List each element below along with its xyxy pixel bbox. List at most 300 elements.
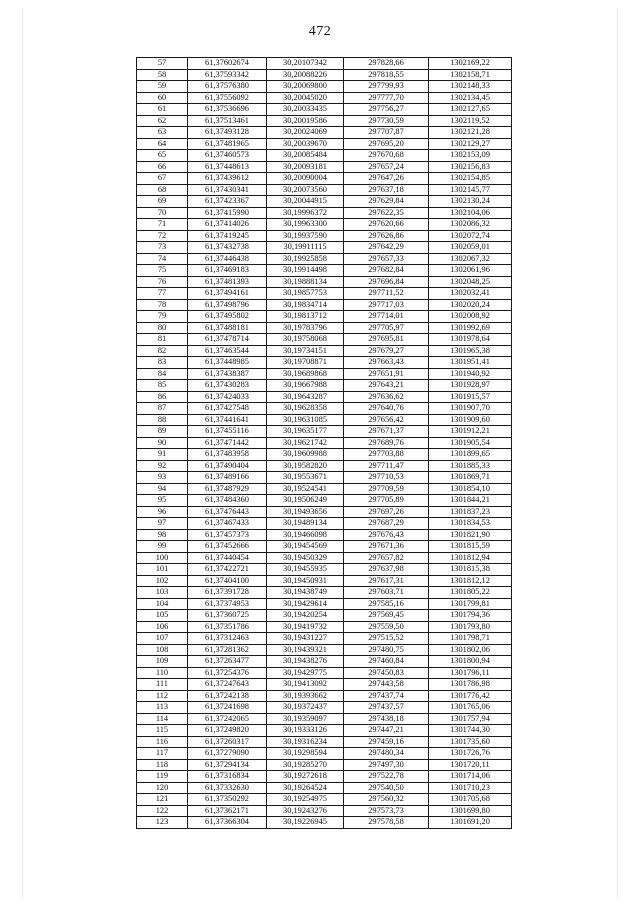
- latitude-cell: 61,37457373: [188, 529, 267, 541]
- latitude-cell: 61,37490404: [188, 460, 267, 472]
- coord-y-cell: 1301796,11: [429, 667, 512, 679]
- coord-x-cell: 297626,86: [344, 230, 429, 242]
- coord-y-cell: 1301837,23: [429, 506, 512, 518]
- longitude-cell: 30,19734151: [267, 345, 344, 357]
- coord-y-cell: 1301691,20: [429, 817, 512, 829]
- table-row: [137, 736, 512, 748]
- table-row: [137, 184, 512, 196]
- coord-y-cell: 1301735,60: [429, 736, 512, 748]
- latitude-cell: 61,37488181: [188, 322, 267, 334]
- coord-y-cell: 1301765,06: [429, 702, 512, 714]
- coord-y-cell: 1301869,71: [429, 472, 512, 484]
- point-number-cell: 88: [137, 414, 188, 426]
- coord-y-cell: 1301815,59: [429, 541, 512, 553]
- table-row: [137, 771, 512, 783]
- point-number-cell: 105: [137, 610, 188, 622]
- table-row: [137, 633, 512, 645]
- longitude-cell: 30,19420254: [267, 610, 344, 622]
- table-row: [137, 173, 512, 185]
- table-row: [137, 472, 512, 484]
- coord-y-cell: 1301899,65: [429, 449, 512, 461]
- longitude-cell: 30,19431227: [267, 633, 344, 645]
- coord-y-cell: 1301821,90: [429, 529, 512, 541]
- coord-x-cell: 297642,29: [344, 242, 429, 254]
- longitude-cell: 30,19506249: [267, 495, 344, 507]
- coord-x-cell: 297663,43: [344, 357, 429, 369]
- table-row: [137, 403, 512, 415]
- coord-y-cell: 1301714,06: [429, 771, 512, 783]
- table-row: [137, 564, 512, 576]
- coord-x-cell: 297438,18: [344, 713, 429, 725]
- longitude-cell: 30,20093181: [267, 161, 344, 173]
- coord-y-cell: 1301812,12: [429, 575, 512, 587]
- longitude-cell: 30,19963300: [267, 219, 344, 231]
- coord-y-cell: 1301798,71: [429, 633, 512, 645]
- latitude-cell: 61,37463544: [188, 345, 267, 357]
- longitude-cell: 30,19438749: [267, 587, 344, 599]
- table-row: [137, 426, 512, 438]
- table-row: [137, 552, 512, 564]
- longitude-cell: 30,19466098: [267, 529, 344, 541]
- coord-y-cell: 1302086,32: [429, 219, 512, 231]
- latitude-cell: 61,37455116: [188, 426, 267, 438]
- coord-x-cell: 297656,42: [344, 414, 429, 426]
- point-number-cell: 89: [137, 426, 188, 438]
- table-row: [137, 449, 512, 461]
- longitude-cell: 30,19450931: [267, 575, 344, 587]
- point-number-cell: 91: [137, 449, 188, 461]
- coord-y-cell: 1301978,64: [429, 334, 512, 346]
- latitude-cell: 61,37260317: [188, 736, 267, 748]
- coord-x-cell: 297818,55: [344, 69, 429, 81]
- table-row: [137, 161, 512, 173]
- longitude-cell: 30,19316234: [267, 736, 344, 748]
- coord-x-cell: 297730,59: [344, 115, 429, 127]
- point-number-cell: 74: [137, 253, 188, 265]
- point-number-cell: 103: [137, 587, 188, 599]
- point-number-cell: 109: [137, 656, 188, 668]
- coord-x-cell: 297717,03: [344, 299, 429, 311]
- coord-x-cell: 297670,68: [344, 150, 429, 162]
- point-number-cell: 93: [137, 472, 188, 484]
- coord-x-cell: 297676,43: [344, 529, 429, 541]
- point-number-cell: 118: [137, 759, 188, 771]
- latitude-cell: 61,37476443: [188, 506, 267, 518]
- table-row: [137, 667, 512, 679]
- coord-x-cell: 297671,37: [344, 426, 429, 438]
- table-row: [137, 483, 512, 495]
- coord-x-cell: 297647,26: [344, 173, 429, 185]
- point-number-cell: 98: [137, 529, 188, 541]
- latitude-cell: 61,37460573: [188, 150, 267, 162]
- point-number-cell: 96: [137, 506, 188, 518]
- table-row: [137, 380, 512, 392]
- table-row: [137, 138, 512, 150]
- coord-x-cell: 297447,21: [344, 725, 429, 737]
- table-row: [137, 587, 512, 599]
- table-row: [137, 598, 512, 610]
- coordinates-table: [136, 57, 512, 829]
- longitude-cell: 30,19708871: [267, 357, 344, 369]
- latitude-cell: 61,37279090: [188, 748, 267, 760]
- table-row: [137, 150, 512, 162]
- longitude-cell: 30,20073560: [267, 184, 344, 196]
- longitude-cell: 30,19834714: [267, 299, 344, 311]
- latitude-cell: 61,37362171: [188, 805, 267, 817]
- coord-x-cell: 297629,84: [344, 196, 429, 208]
- point-number-cell: 72: [137, 230, 188, 242]
- coord-y-cell: 1302148,33: [429, 81, 512, 93]
- latitude-cell: 61,37536696: [188, 104, 267, 116]
- table-row: [137, 460, 512, 472]
- longitude-cell: 30,20033435: [267, 104, 344, 116]
- latitude-cell: 61,37242138: [188, 690, 267, 702]
- latitude-cell: 61,37350292: [188, 794, 267, 806]
- latitude-cell: 61,37483958: [188, 449, 267, 461]
- point-number-cell: 70: [137, 207, 188, 219]
- longitude-cell: 30,19333126: [267, 725, 344, 737]
- coord-x-cell: 297578,58: [344, 817, 429, 829]
- latitude-cell: 61,37495802: [188, 311, 267, 323]
- longitude-cell: 30,19393662: [267, 690, 344, 702]
- table-row: [137, 207, 512, 219]
- latitude-cell: 61,37602674: [188, 58, 267, 70]
- latitude-cell: 61,37481393: [188, 276, 267, 288]
- coord-x-cell: 297522,78: [344, 771, 429, 783]
- coord-x-cell: 297777,70: [344, 92, 429, 104]
- coord-y-cell: 1302072,74: [429, 230, 512, 242]
- coord-y-cell: 1301812,94: [429, 552, 512, 564]
- longitude-cell: 30,19429775: [267, 667, 344, 679]
- coord-y-cell: 1302129,27: [429, 138, 512, 150]
- table-row: [137, 357, 512, 369]
- coord-y-cell: 1302154,85: [429, 173, 512, 185]
- point-number-cell: 107: [137, 633, 188, 645]
- coord-y-cell: 1301786,98: [429, 679, 512, 691]
- coord-x-cell: 297573,73: [344, 805, 429, 817]
- latitude-cell: 61,37446438: [188, 253, 267, 265]
- latitude-cell: 61,37419245: [188, 230, 267, 242]
- latitude-cell: 61,37489166: [188, 472, 267, 484]
- point-number-cell: 79: [137, 311, 188, 323]
- table-row: [137, 334, 512, 346]
- coord-y-cell: 1302008,92: [429, 311, 512, 323]
- coord-y-cell: 1301928,97: [429, 380, 512, 392]
- longitude-cell: 30,19439321: [267, 644, 344, 656]
- latitude-cell: 61,37366304: [188, 817, 267, 829]
- point-number-cell: 77: [137, 288, 188, 300]
- table-row: [137, 725, 512, 737]
- coord-x-cell: 297705,89: [344, 495, 429, 507]
- latitude-cell: 61,37242065: [188, 713, 267, 725]
- coord-y-cell: 1301915,57: [429, 391, 512, 403]
- longitude-cell: 30,19489134: [267, 518, 344, 530]
- coord-x-cell: 297695,20: [344, 138, 429, 150]
- table-row: [137, 794, 512, 806]
- coord-x-cell: 297682,84: [344, 265, 429, 277]
- longitude-cell: 30,19925858: [267, 253, 344, 265]
- coord-x-cell: 297679,27: [344, 345, 429, 357]
- longitude-cell: 30,19298594: [267, 748, 344, 760]
- point-number-cell: 123: [137, 817, 188, 829]
- coord-x-cell: 297711,47: [344, 460, 429, 472]
- point-number-cell: 83: [137, 357, 188, 369]
- longitude-cell: 30,19888134: [267, 276, 344, 288]
- scan-edge-left: [22, 8, 23, 898]
- coord-y-cell: 1301794,36: [429, 610, 512, 622]
- longitude-cell: 30,19450329: [267, 552, 344, 564]
- coord-y-cell: 1301992,69: [429, 322, 512, 334]
- coord-x-cell: 297603,71: [344, 587, 429, 599]
- longitude-cell: 30,19524541: [267, 483, 344, 495]
- longitude-cell: 30,19413092: [267, 679, 344, 691]
- latitude-cell: 61,37254376: [188, 667, 267, 679]
- coord-y-cell: 1302130,24: [429, 196, 512, 208]
- longitude-cell: 30,19264524: [267, 782, 344, 794]
- latitude-cell: 61,37294134: [188, 759, 267, 771]
- table-row: [137, 58, 512, 70]
- longitude-cell: 30,19455935: [267, 564, 344, 576]
- point-number-cell: 121: [137, 794, 188, 806]
- table-row: [137, 230, 512, 242]
- table-row: [137, 322, 512, 334]
- coord-x-cell: 297585,16: [344, 598, 429, 610]
- table-row: [137, 391, 512, 403]
- table-row: [137, 656, 512, 668]
- table-row: [137, 713, 512, 725]
- table-row: [137, 437, 512, 449]
- longitude-cell: 30,19429614: [267, 598, 344, 610]
- point-number-cell: 71: [137, 219, 188, 231]
- point-number-cell: 113: [137, 702, 188, 714]
- point-number-cell: 115: [137, 725, 188, 737]
- page-number: 472: [308, 24, 332, 39]
- latitude-cell: 61,37593342: [188, 69, 267, 81]
- latitude-cell: 61,37422721: [188, 564, 267, 576]
- coord-y-cell: 1302145,77: [429, 184, 512, 196]
- table-row: [137, 679, 512, 691]
- latitude-cell: 61,37247643: [188, 679, 267, 691]
- coord-x-cell: 297636,62: [344, 391, 429, 403]
- point-number-cell: 97: [137, 518, 188, 530]
- table-row: [137, 817, 512, 829]
- point-number-cell: 75: [137, 265, 188, 277]
- coord-y-cell: 1302048,25: [429, 276, 512, 288]
- longitude-cell: 30,20090004: [267, 173, 344, 185]
- table-row: [137, 529, 512, 541]
- longitude-cell: 30,19667988: [267, 380, 344, 392]
- coord-x-cell: 297705,97: [344, 322, 429, 334]
- point-number-cell: 60: [137, 92, 188, 104]
- coord-y-cell: 1301834,53: [429, 518, 512, 530]
- table-row: [137, 242, 512, 254]
- longitude-cell: 30,19254975: [267, 794, 344, 806]
- coord-x-cell: 297711,52: [344, 288, 429, 300]
- coord-x-cell: 297437,74: [344, 690, 429, 702]
- longitude-cell: 30,19937590: [267, 230, 344, 242]
- table-row: [137, 575, 512, 587]
- coord-y-cell: 1301951,41: [429, 357, 512, 369]
- coord-x-cell: 297640,76: [344, 403, 429, 415]
- latitude-cell: 61,37332630: [188, 782, 267, 794]
- table-row: [137, 276, 512, 288]
- latitude-cell: 61,37440454: [188, 552, 267, 564]
- coord-y-cell: 1301699,80: [429, 805, 512, 817]
- point-number-cell: 65: [137, 150, 188, 162]
- coord-y-cell: 1301802,06: [429, 644, 512, 656]
- coord-x-cell: 297515,52: [344, 633, 429, 645]
- coord-y-cell: 1301912,21: [429, 426, 512, 438]
- table-row: [137, 644, 512, 656]
- point-number-cell: 57: [137, 58, 188, 70]
- coord-x-cell: 297622,35: [344, 207, 429, 219]
- coord-x-cell: 297756,27: [344, 104, 429, 116]
- latitude-cell: 61,37423367: [188, 196, 267, 208]
- longitude-cell: 30,20085484: [267, 150, 344, 162]
- coord-x-cell: 297828,66: [344, 58, 429, 70]
- table-row: [137, 219, 512, 231]
- point-number-cell: 120: [137, 782, 188, 794]
- longitude-cell: 30,19911115: [267, 242, 344, 254]
- longitude-cell: 30,19643287: [267, 391, 344, 403]
- latitude-cell: 61,37471442: [188, 437, 267, 449]
- coord-y-cell: 1301726,76: [429, 748, 512, 760]
- coord-y-cell: 1301905,54: [429, 437, 512, 449]
- point-number-cell: 100: [137, 552, 188, 564]
- table-row: [137, 265, 512, 277]
- coord-y-cell: 1301907,70: [429, 403, 512, 415]
- latitude-cell: 61,37441641: [188, 414, 267, 426]
- coord-y-cell: 1302169,22: [429, 58, 512, 70]
- point-number-cell: 66: [137, 161, 188, 173]
- point-number-cell: 101: [137, 564, 188, 576]
- coord-x-cell: 297709,59: [344, 483, 429, 495]
- coord-y-cell: 1302020,24: [429, 299, 512, 311]
- latitude-cell: 61,37481965: [188, 138, 267, 150]
- latitude-cell: 61,37391728: [188, 587, 267, 599]
- longitude-cell: 30,20039670: [267, 138, 344, 150]
- point-number-cell: 85: [137, 380, 188, 392]
- point-number-cell: 63: [137, 127, 188, 139]
- table-row: [137, 621, 512, 633]
- point-number-cell: 69: [137, 196, 188, 208]
- longitude-cell: 30,19758068: [267, 334, 344, 346]
- longitude-cell: 30,19243276: [267, 805, 344, 817]
- latitude-cell: 61,37415990: [188, 207, 267, 219]
- latitude-cell: 61,37469183: [188, 265, 267, 277]
- point-number-cell: 73: [137, 242, 188, 254]
- point-number-cell: 102: [137, 575, 188, 587]
- coord-x-cell: 297620,66: [344, 219, 429, 231]
- coord-x-cell: 297657,24: [344, 161, 429, 173]
- coord-y-cell: 1301744,30: [429, 725, 512, 737]
- coord-x-cell: 297637,98: [344, 564, 429, 576]
- coord-y-cell: 1302119,52: [429, 115, 512, 127]
- coord-y-cell: 1302127,65: [429, 104, 512, 116]
- coord-x-cell: 297671,36: [344, 541, 429, 553]
- coord-y-cell: 1302104,06: [429, 207, 512, 219]
- point-number-cell: 86: [137, 391, 188, 403]
- table-row: [137, 299, 512, 311]
- coord-x-cell: 297799,93: [344, 81, 429, 93]
- longitude-cell: 30,19631085: [267, 414, 344, 426]
- longitude-cell: 30,19419732: [267, 621, 344, 633]
- point-number-cell: 117: [137, 748, 188, 760]
- latitude-cell: 61,37452666: [188, 541, 267, 553]
- coord-x-cell: 297559,50: [344, 621, 429, 633]
- point-number-cell: 106: [137, 621, 188, 633]
- coord-y-cell: 1301776,42: [429, 690, 512, 702]
- longitude-cell: 30,19272618: [267, 771, 344, 783]
- table-row: [137, 782, 512, 794]
- longitude-cell: 30,20107342: [267, 58, 344, 70]
- point-number-cell: 61: [137, 104, 188, 116]
- point-number-cell: 59: [137, 81, 188, 93]
- coord-y-cell: 1302158,71: [429, 69, 512, 81]
- table-row: [137, 368, 512, 380]
- latitude-cell: 61,37430283: [188, 380, 267, 392]
- longitude-cell: 30,19783796: [267, 322, 344, 334]
- table-row: [137, 104, 512, 116]
- latitude-cell: 61,37556092: [188, 92, 267, 104]
- coord-x-cell: 297460,84: [344, 656, 429, 668]
- coord-y-cell: 1302032,41: [429, 288, 512, 300]
- latitude-cell: 61,37493128: [188, 127, 267, 139]
- longitude-cell: 30,20069800: [267, 81, 344, 93]
- coord-y-cell: 1301757,94: [429, 713, 512, 725]
- longitude-cell: 30,19813712: [267, 311, 344, 323]
- latitude-cell: 61,37439612: [188, 173, 267, 185]
- longitude-cell: 30,19621742: [267, 437, 344, 449]
- latitude-cell: 61,37360725: [188, 610, 267, 622]
- longitude-cell: 30,19372437: [267, 702, 344, 714]
- coord-x-cell: 297710,53: [344, 472, 429, 484]
- table-row: [137, 541, 512, 553]
- point-number-cell: 122: [137, 805, 188, 817]
- coord-y-cell: 1301885,33: [429, 460, 512, 472]
- table-row: [137, 253, 512, 265]
- latitude-cell: 61,37249820: [188, 725, 267, 737]
- table-row: [137, 345, 512, 357]
- point-number-cell: 87: [137, 403, 188, 415]
- table-row: [137, 610, 512, 622]
- coord-y-cell: 1302121,28: [429, 127, 512, 139]
- longitude-cell: 30,19438276: [267, 656, 344, 668]
- coord-y-cell: 1302059,01: [429, 242, 512, 254]
- coordinates-table-body: [137, 58, 512, 829]
- table-row: [137, 495, 512, 507]
- longitude-cell: 30,19628358: [267, 403, 344, 415]
- coord-y-cell: 1302134,45: [429, 92, 512, 104]
- coord-y-cell: 1302067,32: [429, 253, 512, 265]
- latitude-cell: 61,37487929: [188, 483, 267, 495]
- longitude-cell: 30,19359097: [267, 713, 344, 725]
- coord-x-cell: 297707,87: [344, 127, 429, 139]
- longitude-cell: 30,19689868: [267, 368, 344, 380]
- point-number-cell: 76: [137, 276, 188, 288]
- coord-x-cell: 297443,58: [344, 679, 429, 691]
- latitude-cell: 61,37513461: [188, 115, 267, 127]
- longitude-cell: 30,20045020: [267, 92, 344, 104]
- latitude-cell: 61,37576380: [188, 81, 267, 93]
- latitude-cell: 61,37448613: [188, 161, 267, 173]
- latitude-cell: 61,37438387: [188, 368, 267, 380]
- table-row: [137, 288, 512, 300]
- point-number-cell: 99: [137, 541, 188, 553]
- coord-x-cell: 297696,84: [344, 276, 429, 288]
- coord-y-cell: 1301854,10: [429, 483, 512, 495]
- scan-edge-right: [617, 8, 618, 898]
